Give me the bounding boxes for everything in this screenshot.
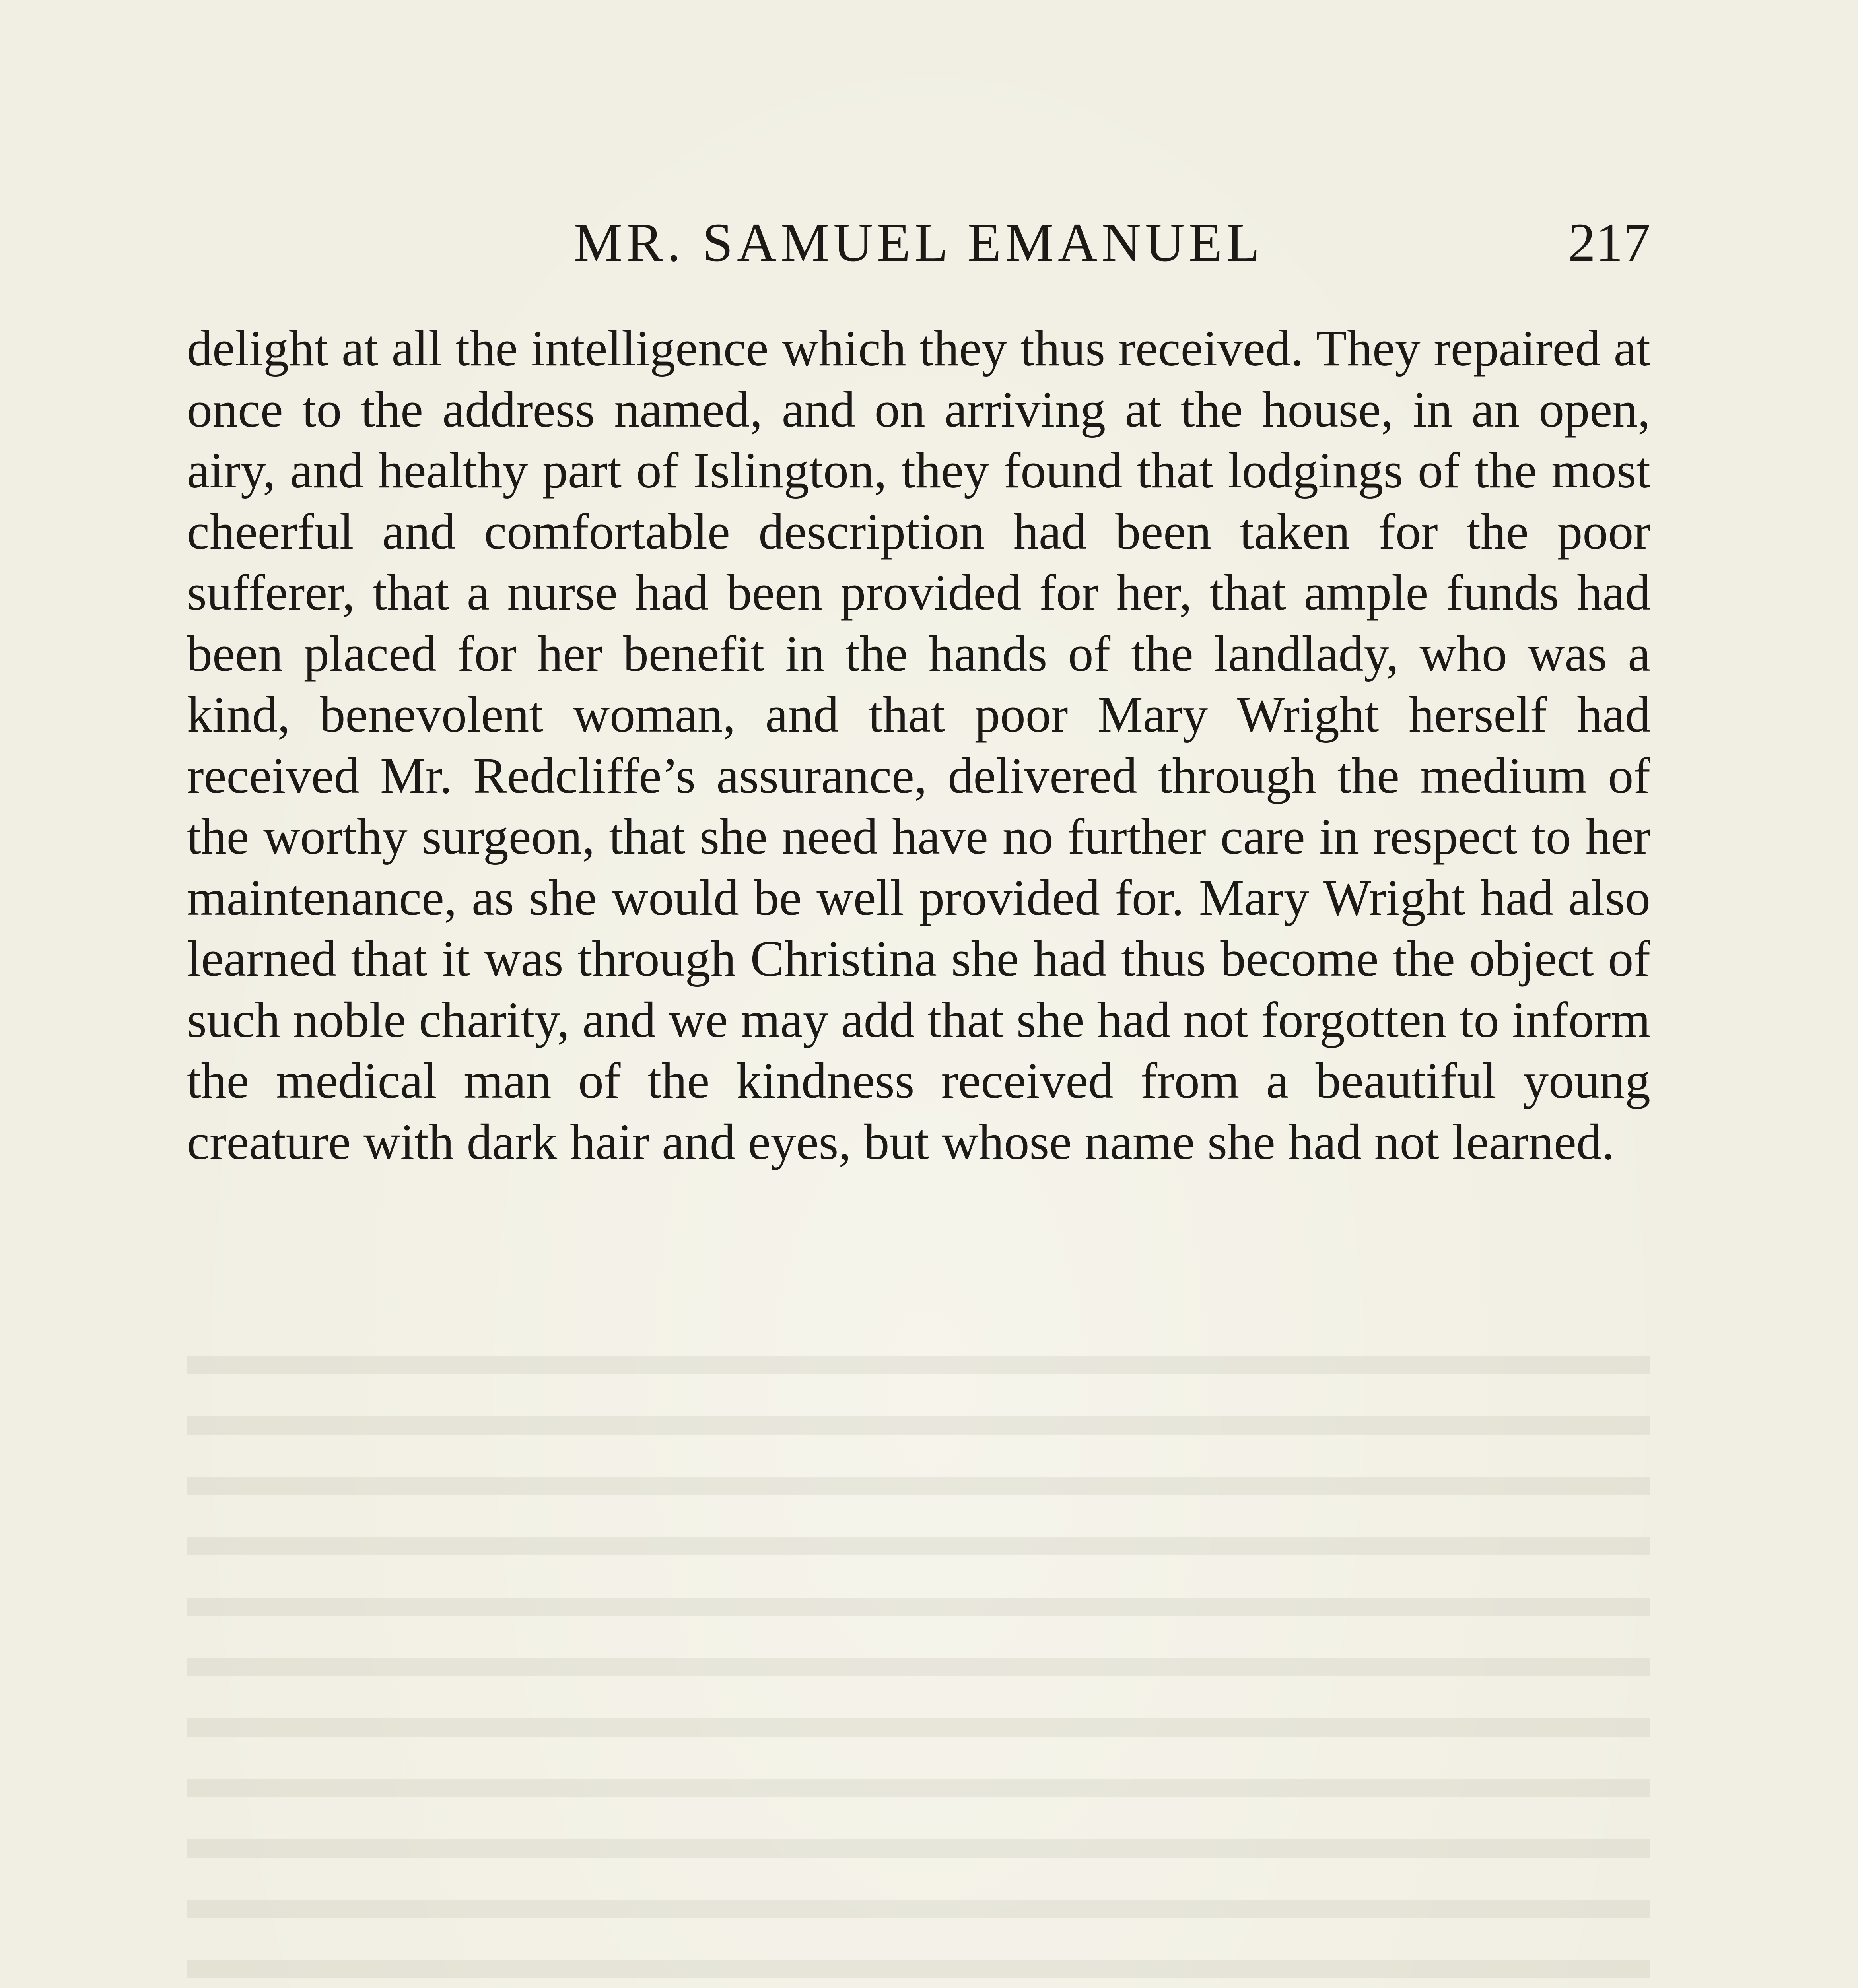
running-title: MR. SAMUEL EMANUEL: [573, 212, 1264, 273]
show-through-lines: [187, 1348, 1650, 1988]
show-through-texture: [187, 1348, 1650, 1988]
running-head: [187, 207, 1650, 278]
page-number: 217: [1568, 212, 1650, 273]
body-paragraph: delight at all the intelligence which they thus received. They repaired at once to the address named, and on arriving at the house, in an open, airy, and healthy part of Islington, they found that lodgings of the most cheerful and comfortable description had been taken for the poor sufferer, that a nurse had been provided for her, that ample funds had been placed for her benefit in the hands of the landlady, who was a kind, benevolent woman, and that poor Mary Wright herself had received Mr. Redcliffe’s assurance, delivered through the medium of the worthy surgeon, that she need have no further care in respect to her maintenance, as she would be well provided for. Mary Wright had also learned that it was through Christina she had thus become the object of such noble charity, and we may add that she had not forgotten to inform the medical man of the kindness received from a beautiful young creature with dark hair and eyes, but whose name she had not learned.: [187, 320, 1650, 1170]
